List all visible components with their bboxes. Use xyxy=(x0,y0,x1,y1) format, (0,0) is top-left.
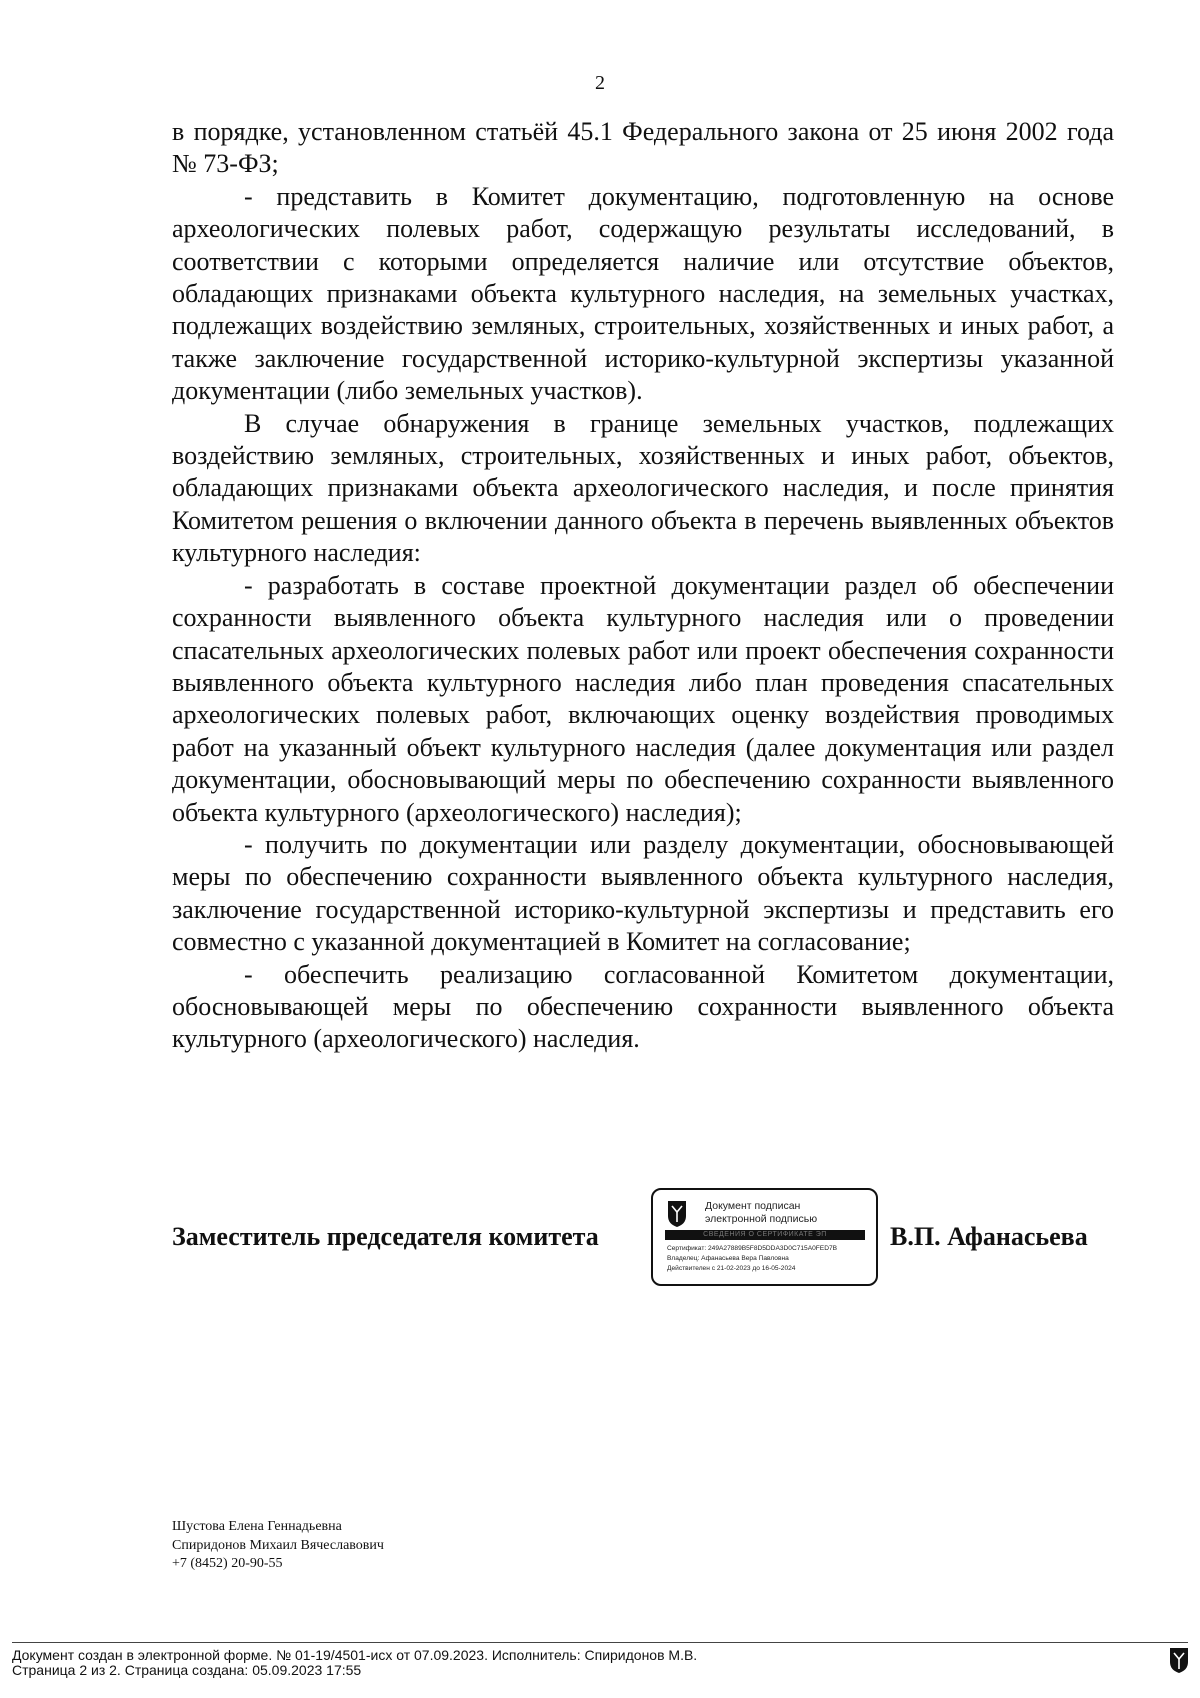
coat-of-arms-icon xyxy=(1168,1644,1190,1674)
signatory-title: Заместитель председателя комитета xyxy=(172,1222,599,1251)
executor-name: Спиридонов Михаил Вячеславович xyxy=(172,1537,384,1553)
stamp-validity: Действителен с 21-02-2023 до 16-05-2024 xyxy=(667,1265,796,1272)
stamp-bar: СВЕДЕНИЯ О СЕРТИФИКАТЕ ЭП xyxy=(665,1230,865,1240)
stamp-certificate: Сертификат: 249A27889B5F8D5DDA3D0C715A0FED7B xyxy=(667,1245,838,1252)
stamp-owner: Владелец: Афанасьева Вера Павловна xyxy=(667,1255,789,1262)
footer-line2: Страница 2 из 2. Страница создана: 05.09.2023 17:55 xyxy=(12,1662,362,1678)
letter-body xyxy=(172,116,1114,1056)
stamp-title-line2: электронной подписью xyxy=(705,1213,818,1225)
executor-phone: +7 (8452) 20-90-55 xyxy=(172,1556,283,1571)
executors-contacts xyxy=(172,1518,384,1574)
paragraph: - получить по документации или разделу документации, обосновывающей меры по обеспечению сохранности выявленного объекта культурного наследия, заключение государственной историко-культурной экспертизы и представить его совместно с указанной документацией в Комитет на согласование; xyxy=(172,829,1114,957)
footer xyxy=(12,1648,697,1678)
page-number: 2 xyxy=(595,72,605,94)
footer-line1: Документ создан в электронной форме. № 01-19/4501-исх от 07.09.2023. Исполнитель: Спиридонов М.В. xyxy=(12,1647,698,1663)
footer-divider xyxy=(12,1642,1188,1643)
stamp-title-line1: Документ подписан xyxy=(705,1200,801,1212)
paragraph: - представить в Комитет документацию, подготовленную на основе археологических полевых работ, содержащую результаты исследований, в соответствии с которыми определяется наличие или отсутствие объектов, обладающих признаками объекта культурного наследия, на земельных участках, подлежащих воздействию земляных, строительных, хозяйственных и иных работ, а также заключение государственной историко-культурной экспертизы указанной документации (либо земельных участков). xyxy=(172,181,1114,406)
paragraph: в порядке, установленном статьёй 45.1 Федерального закона от 25 июня 2002 года № 73-ФЗ; xyxy=(172,117,1114,179)
signatory-name: В.П. Афанасьева xyxy=(890,1222,1088,1251)
electronic-signature-stamp xyxy=(651,1188,878,1286)
coat-of-arms-icon xyxy=(667,1200,687,1228)
executor-name: Шустова Елена Геннадьевна xyxy=(172,1519,342,1534)
paragraph: В случае обнаружения в границе земельных участков, подлежащих воздействию земляных, строительных, хозяйственных и иных работ, объектов, обладающих признаками объекта археологического наследия, и после принятия Комитетом решения о включении данного объекта в перечень выявленных объектов культурного наследия: xyxy=(172,408,1114,568)
stamp-title xyxy=(705,1200,875,1226)
paragraph: - разработать в составе проектной документации раздел об обеспечении сохранности выявленного объекта культурного наследия или о проведении спасательных археологических полевых работ или проект обеспечения сохранности выявленного объекта культурного наследия либо план проведения спасательных археологических полевых работ, включающих оценку воздействия проводимых работ на указанный объект культурного наследия (далее документация или раздел документации, обосновывающий меры по обеспечению сохранности выявленного объекта культурного (археологического) наследия); xyxy=(172,570,1114,827)
paragraph: - обеспечить реализацию согласованной Комитетом документации, обосновывающей меры по обеспечению сохранности выявленного объекта культурного (археологического) наследия. xyxy=(172,959,1114,1054)
